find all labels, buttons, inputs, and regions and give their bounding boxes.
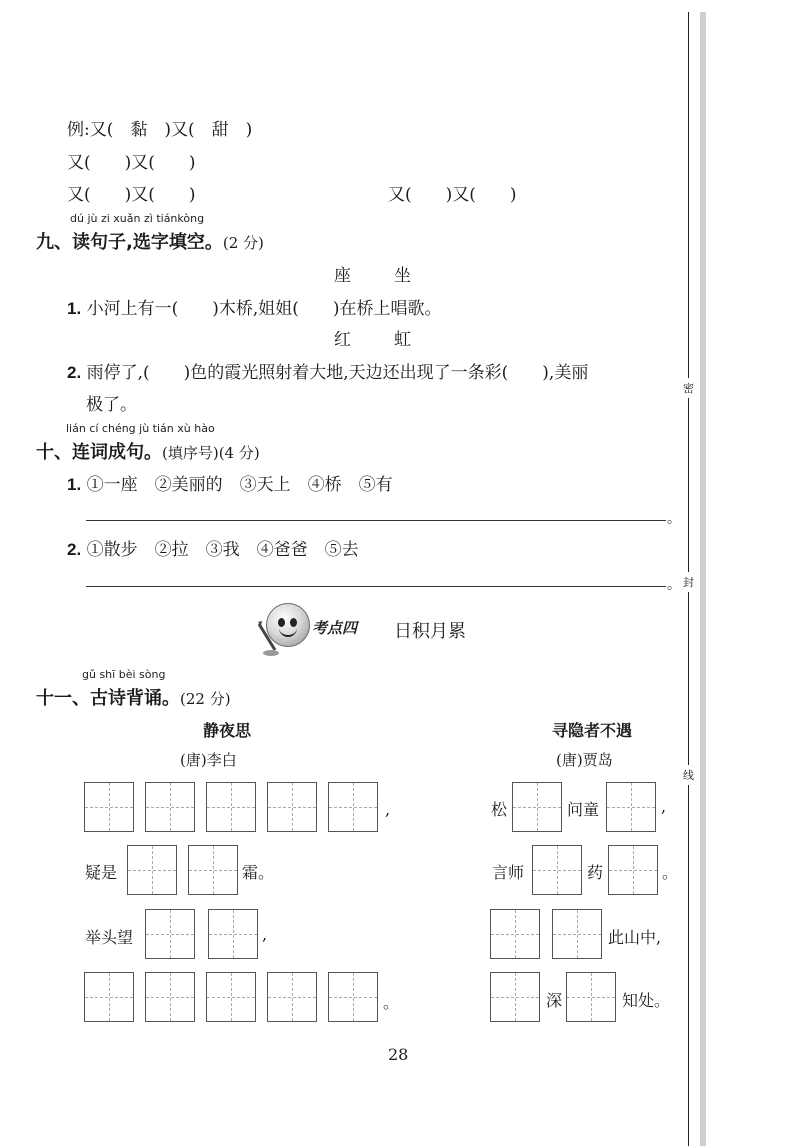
poem1-line3-end: , (262, 925, 268, 944)
poem1-title: 静夜思 (203, 721, 252, 740)
seal-label-feng: 封 (683, 572, 694, 592)
banner-title: 日积月累 (394, 621, 466, 642)
poem2-line3-box-1[interactable] (490, 909, 540, 959)
example-row-2: 又( )又( ) (67, 153, 196, 173)
section10-pinyin: lián cí chéng jù tián xù hào (66, 422, 215, 435)
section9-score: (2 分) (222, 234, 264, 252)
q-text: ①一座 ②美丽的 ③天上 ④桥 ⑤有 (86, 475, 393, 495)
section10-score: (填序号)(4 分) (162, 444, 260, 462)
section9-title: 九、读句子,选字填空。 (36, 232, 223, 253)
poem1-line3-box-1[interactable] (145, 909, 195, 959)
q-text: ①散步 ②拉 ③我 ④爸爸 ⑤去 (86, 540, 359, 560)
example-row-3-right: 又( )又( ) (388, 185, 517, 205)
poem1-line1-punct: , (385, 800, 391, 819)
section9-question-2-cont: 极了。 (86, 395, 137, 415)
answer-line-2[interactable] (86, 586, 666, 587)
q-number: 2. (67, 363, 82, 382)
section9-question-2 (67, 358, 588, 383)
q-number: 1. (67, 475, 82, 494)
section11-title: 十一、古诗背诵。 (36, 688, 180, 709)
poem2-line3-box-2[interactable] (552, 909, 602, 959)
poem1-line4-punct: 。 (383, 993, 400, 1012)
q-number: 2. (67, 540, 82, 559)
poem2-title: 寻隐者不遇 (552, 721, 633, 740)
answer-line-1-end: 。 (667, 511, 681, 527)
poem2-line2-a: 言师 (492, 863, 525, 882)
section10-heading (36, 438, 260, 464)
poem1-line2-box-2[interactable] (188, 845, 238, 895)
page-number: 28 (388, 1045, 409, 1064)
poem1-line3-box-2[interactable] (208, 909, 258, 959)
poem2-line1-end: , (661, 797, 667, 816)
poem1-line1-box-1[interactable] (84, 782, 134, 832)
poem2-line1-a: 松 (491, 800, 508, 819)
section9-char-option-hong2: 虹 (394, 330, 411, 350)
poem1-line2-end: 霜。 (242, 863, 275, 882)
poem1-line1-box-4[interactable] (267, 782, 317, 832)
seal-label-mi: 密 (683, 378, 694, 398)
seal-label-xian: 线 (683, 765, 694, 785)
poem1-line1-box-5[interactable] (328, 782, 378, 832)
poem1-line4-box-5[interactable] (328, 972, 378, 1022)
example-row-3-left: 又( )又( ) (67, 185, 196, 205)
poem2-line1-b: 问童 (567, 800, 600, 819)
poem1-line4-box-2[interactable] (145, 972, 195, 1022)
example-row-1: 例:又( 黏 )又( 甜 ) (67, 120, 253, 140)
section9-char-option-zuo: 座 (334, 266, 351, 286)
section11-score: (22 分) (180, 690, 231, 708)
section9-pinyin: dú jù zi xuǎn zì tiánkòng (70, 212, 205, 225)
section10-question-1 (67, 470, 393, 495)
poem1-line1-box-2[interactable] (145, 782, 195, 832)
poem1-line4-box-3[interactable] (206, 972, 256, 1022)
banner-badge: 考点四 (312, 619, 358, 637)
poem1-line4-box-4[interactable] (267, 972, 317, 1022)
poem1-line4-box-1[interactable] (84, 972, 134, 1022)
q-text: 小河上有一( )木桥,姐姐( )在桥上唱歌。 (86, 299, 442, 319)
poem2-line1-box-1[interactable] (512, 782, 562, 832)
poem1-line3-start: 举头望 (85, 928, 134, 947)
poem2-line4-mid: 深 (546, 991, 563, 1010)
poem1-line2-start: 疑是 (85, 863, 118, 882)
poem2-line2-box-2[interactable] (608, 845, 658, 895)
poem2-line3-end: 此山中, (608, 928, 662, 947)
q-number: 1. (67, 299, 82, 318)
poem2-line1-box-2[interactable] (606, 782, 656, 832)
answer-line-1[interactable] (86, 520, 666, 521)
section9-heading (36, 228, 264, 254)
smiley-face-icon (266, 603, 310, 647)
section10-question-2 (67, 535, 359, 560)
smiley-mouth (279, 626, 297, 637)
section9-char-option-zuo2: 坐 (394, 266, 411, 286)
section9-char-option-hong: 红 (334, 330, 351, 350)
binding-line-thick (700, 12, 706, 1146)
section11-pinyin: gǔ shī bèi sòng (82, 668, 166, 681)
q-text: 雨停了,( )色的霞光照射着大地,天边还出现了一条彩( ),美丽 (86, 363, 589, 383)
poem2-line2-b: 药 (587, 863, 604, 882)
poem2-line4-box-2[interactable] (566, 972, 616, 1022)
poem1-author: (唐)李白 (180, 751, 237, 769)
poem1-line1-box-3[interactable] (206, 782, 256, 832)
section9-question-1 (67, 294, 442, 319)
section10-title: 十、连词成句。 (36, 442, 162, 463)
poem1-line2-box-1[interactable] (127, 845, 177, 895)
poem2-line4-end: 知处。 (622, 991, 671, 1010)
section11-heading (36, 684, 231, 710)
poem2-line2-end: 。 (662, 863, 679, 882)
poem2-line4-box-1[interactable] (490, 972, 540, 1022)
poem2-author: (唐)贾岛 (556, 751, 613, 769)
poem2-line2-box-1[interactable] (532, 845, 582, 895)
answer-line-2-end: 。 (667, 577, 681, 593)
